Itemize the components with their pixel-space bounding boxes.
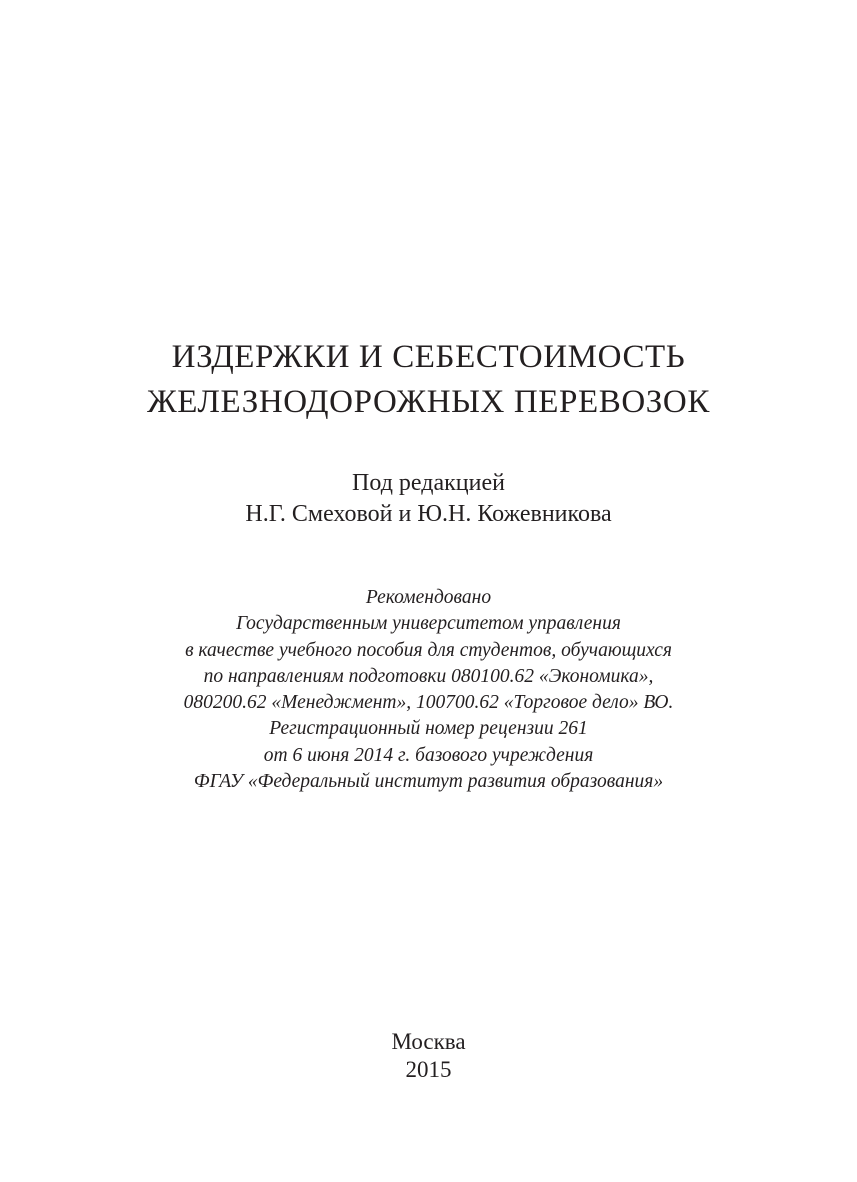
book-title bbox=[0, 335, 857, 425]
imprint-year: 2015 bbox=[405, 1057, 452, 1082]
editors-names: Н.Г. Смеховой и Ю.Н. Кожевникова bbox=[245, 501, 612, 527]
recommendation-line: от 6 июня 2014 г. базового учреждения bbox=[263, 744, 594, 766]
recommendation-line: 080200.62 «Менеджмент», 100700.62 «Торговое дело» ВО. bbox=[183, 692, 674, 714]
recommendation-line: по направлениям подготовки 080100.62 «Экономика», bbox=[203, 665, 654, 687]
recommendation-line: Рекомендовано bbox=[365, 587, 492, 608]
recommendation-line: ФГАУ «Федеральный институт развития образования» bbox=[193, 771, 664, 793]
recommendation-line: в качестве учебного пособия для студентов, обучающихся bbox=[185, 639, 672, 661]
recommendation-note bbox=[0, 585, 857, 795]
recommendation-line: Регистрационный номер рецензии 261 bbox=[269, 718, 588, 740]
editors-caption: Под редакцией bbox=[352, 470, 505, 496]
recommendation-line: Государственным университетом управления bbox=[236, 613, 621, 635]
imprint bbox=[0, 1028, 857, 1084]
book-title-line-1: ИЗДЕРЖКИ И СЕБЕСТОИМОСТЬ bbox=[171, 339, 686, 375]
imprint-city: Москва bbox=[391, 1029, 466, 1054]
editors bbox=[0, 468, 857, 530]
book-title-line-2: ЖЕЛЕЗНОДОРОЖНЫХ ПЕРЕВОЗОК bbox=[147, 384, 710, 420]
